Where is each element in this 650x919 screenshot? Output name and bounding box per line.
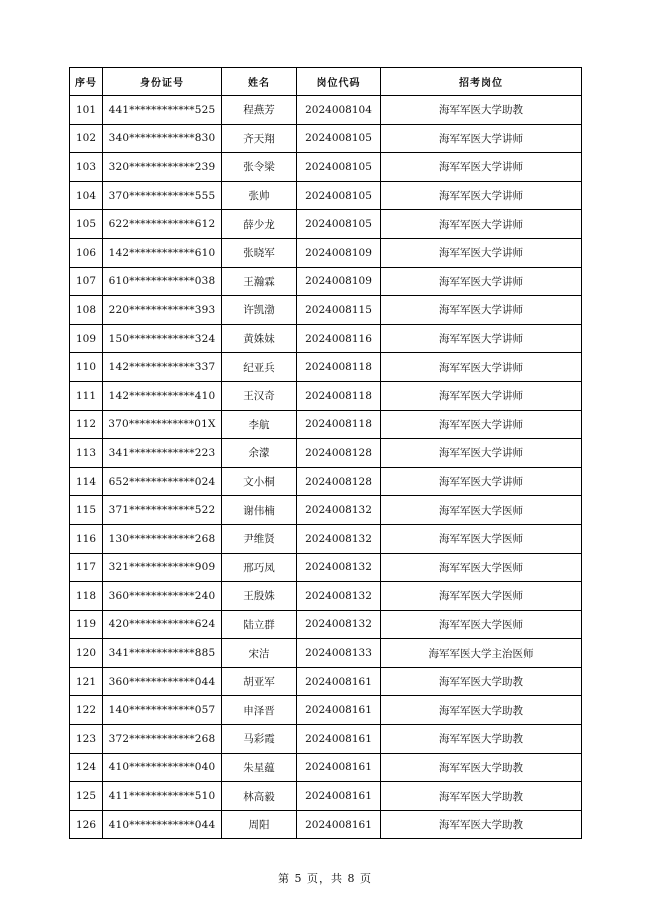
row-name: 尹维贤: [222, 524, 297, 553]
row-id-card: 411************510: [103, 782, 222, 811]
row-id-card: 371************522: [103, 496, 222, 525]
header-seq: 序号: [70, 68, 103, 96]
row-name: 胡亚军: [222, 667, 297, 696]
row-name: 马彩霞: [222, 725, 297, 754]
row-post-code: 2024008161: [297, 696, 381, 725]
row-post-code: 2024008105: [297, 124, 381, 153]
row-post-code: 2024008161: [297, 810, 381, 839]
table-row: [70, 639, 582, 668]
row-post-code: 2024008132: [297, 553, 381, 582]
row-post-code: 2024008128: [297, 467, 381, 496]
row-name: 林高毅: [222, 782, 297, 811]
row-seq: 123: [70, 725, 103, 754]
header-post-code: 岗位代码: [297, 68, 381, 96]
row-name: 邢巧凤: [222, 553, 297, 582]
row-post: 海军军医大学助教: [381, 96, 582, 125]
row-post-code: 2024008118: [297, 353, 381, 382]
row-post: 海军军医大学医师: [381, 582, 582, 611]
row-id-card: 652************024: [103, 467, 222, 496]
row-id-card: 370************555: [103, 181, 222, 210]
row-name: 谢伟楠: [222, 496, 297, 525]
row-post: 海军军医大学讲师: [381, 267, 582, 296]
row-post: 海军军医大学讲师: [381, 410, 582, 439]
row-id-card: 360************044: [103, 667, 222, 696]
row-id-card: 610************038: [103, 267, 222, 296]
row-post: 海军军医大学助教: [381, 667, 582, 696]
row-post: 海军军医大学助教: [381, 725, 582, 754]
row-post: 海军军医大学讲师: [381, 296, 582, 325]
row-post-code: 2024008161: [297, 667, 381, 696]
roster-table: [69, 67, 582, 839]
row-name: 王汉奇: [222, 381, 297, 410]
row-seq: 102: [70, 124, 103, 153]
row-post-code: 2024008132: [297, 496, 381, 525]
row-seq: 103: [70, 153, 103, 182]
table-row: [70, 296, 582, 325]
table-row: [70, 582, 582, 611]
table-row: [70, 96, 582, 125]
row-post: 海军军医大学助教: [381, 782, 582, 811]
row-id-card: 130************268: [103, 524, 222, 553]
row-seq: 108: [70, 296, 103, 325]
row-seq: 107: [70, 267, 103, 296]
row-post: 海军军医大学助教: [381, 696, 582, 725]
row-post-code: 2024008105: [297, 153, 381, 182]
row-seq: 110: [70, 353, 103, 382]
row-post-code: 2024008132: [297, 582, 381, 611]
row-post: 海军军医大学讲师: [381, 124, 582, 153]
row-post-code: 2024008128: [297, 439, 381, 468]
row-id-card: 320************239: [103, 153, 222, 182]
row-seq: 115: [70, 496, 103, 525]
row-post: 海军军医大学讲师: [381, 324, 582, 353]
header-id-card: 身份证号: [103, 68, 222, 96]
row-id-card: 341************223: [103, 439, 222, 468]
row-post-code: 2024008109: [297, 238, 381, 267]
row-id-card: 321************909: [103, 553, 222, 582]
table-row: [70, 324, 582, 353]
row-post: 海军军医大学讲师: [381, 353, 582, 382]
row-seq: 120: [70, 639, 103, 668]
row-id-card: 142************610: [103, 238, 222, 267]
row-post-code: 2024008116: [297, 324, 381, 353]
row-id-card: 220************393: [103, 296, 222, 325]
row-post: 海军军医大学讲师: [381, 153, 582, 182]
row-name: 纪亚兵: [222, 353, 297, 382]
row-post: 海军军医大学医师: [381, 610, 582, 639]
row-id-card: 360************240: [103, 582, 222, 611]
table-row: [70, 610, 582, 639]
table-row: [70, 810, 582, 839]
row-id-card: 150************324: [103, 324, 222, 353]
row-seq: 111: [70, 381, 103, 410]
row-name: 薛少龙: [222, 210, 297, 239]
row-id-card: 340************830: [103, 124, 222, 153]
row-id-card: 142************410: [103, 381, 222, 410]
row-post-code: 2024008161: [297, 725, 381, 754]
row-post-code: 2024008133: [297, 639, 381, 668]
table-row: [70, 124, 582, 153]
header-post: 招考岗位: [381, 68, 582, 96]
row-id-card: 370************01X: [103, 410, 222, 439]
row-post: 海军军医大学讲师: [381, 467, 582, 496]
table-row: [70, 696, 582, 725]
row-post-code: 2024008161: [297, 753, 381, 782]
table-row: [70, 496, 582, 525]
table-row: [70, 238, 582, 267]
row-seq: 113: [70, 439, 103, 468]
row-name: 李航: [222, 410, 297, 439]
row-seq: 116: [70, 524, 103, 553]
row-seq: 119: [70, 610, 103, 639]
row-id-card: 142************337: [103, 353, 222, 382]
row-post: 海军军医大学讲师: [381, 210, 582, 239]
row-post: 海军军医大学医师: [381, 496, 582, 525]
table-row: [70, 410, 582, 439]
row-seq: 121: [70, 667, 103, 696]
row-post-code: 2024008105: [297, 210, 381, 239]
table-row: [70, 524, 582, 553]
table-row: [70, 753, 582, 782]
row-name: 张帅: [222, 181, 297, 210]
row-post-code: 2024008161: [297, 782, 381, 811]
row-id-card: 410************044: [103, 810, 222, 839]
row-id-card: 441************525: [103, 96, 222, 125]
row-seq: 118: [70, 582, 103, 611]
row-name: 王瀚霖: [222, 267, 297, 296]
table-row: [70, 467, 582, 496]
row-seq: 126: [70, 810, 103, 839]
table-row: [70, 439, 582, 468]
row-name: 张令梁: [222, 153, 297, 182]
row-name: 王殷姝: [222, 582, 297, 611]
table-row: [70, 381, 582, 410]
table-row: [70, 782, 582, 811]
table-row: [70, 725, 582, 754]
row-name: 周阳: [222, 810, 297, 839]
row-post-code: 2024008105: [297, 181, 381, 210]
header-row: [70, 68, 582, 96]
row-id-card: 410************040: [103, 753, 222, 782]
row-seq: 106: [70, 238, 103, 267]
header-name: 姓名: [222, 68, 297, 96]
row-name: 许凯渤: [222, 296, 297, 325]
table-body: [70, 96, 582, 839]
row-id-card: 140************057: [103, 696, 222, 725]
table-row: [70, 667, 582, 696]
row-id-card: 622************612: [103, 210, 222, 239]
row-name: 宋洁: [222, 639, 297, 668]
row-name: 朱星蕴: [222, 753, 297, 782]
row-seq: 124: [70, 753, 103, 782]
row-post-code: 2024008132: [297, 610, 381, 639]
row-post-code: 2024008118: [297, 381, 381, 410]
row-name: 文小桐: [222, 467, 297, 496]
row-post-code: 2024008109: [297, 267, 381, 296]
table-row: [70, 210, 582, 239]
row-seq: 104: [70, 181, 103, 210]
row-post: 海军军医大学医师: [381, 524, 582, 553]
row-post-code: 2024008104: [297, 96, 381, 125]
table-row: [70, 553, 582, 582]
row-name: 陆立群: [222, 610, 297, 639]
row-post: 海军军医大学讲师: [381, 381, 582, 410]
row-seq: 125: [70, 782, 103, 811]
row-name: 张晓军: [222, 238, 297, 267]
row-post-code: 2024008115: [297, 296, 381, 325]
row-post: 海军军医大学主治医师: [381, 639, 582, 668]
row-seq: 101: [70, 96, 103, 125]
table-row: [70, 153, 582, 182]
row-seq: 117: [70, 553, 103, 582]
row-post: 海军军医大学助教: [381, 810, 582, 839]
table-row: [70, 181, 582, 210]
row-post-code: 2024008118: [297, 410, 381, 439]
row-seq: 105: [70, 210, 103, 239]
row-post: 海军军医大学讲师: [381, 238, 582, 267]
row-post: 海军军医大学讲师: [381, 439, 582, 468]
row-name: 余濛: [222, 439, 297, 468]
row-seq: 122: [70, 696, 103, 725]
row-seq: 109: [70, 324, 103, 353]
row-id-card: 420************624: [103, 610, 222, 639]
row-post: 海军军医大学医师: [381, 553, 582, 582]
row-post: 海军军医大学助教: [381, 753, 582, 782]
table-header: [70, 68, 582, 96]
table-row: [70, 267, 582, 296]
table-row: [70, 353, 582, 382]
row-name: 程燕芳: [222, 96, 297, 125]
row-post: 海军军医大学讲师: [381, 181, 582, 210]
row-name: 齐天翔: [222, 124, 297, 153]
row-name: 申泽晋: [222, 696, 297, 725]
row-seq: 114: [70, 467, 103, 496]
row-id-card: 372************268: [103, 725, 222, 754]
row-id-card: 341************885: [103, 639, 222, 668]
row-name: 黄姝妹: [222, 324, 297, 353]
row-seq: 112: [70, 410, 103, 439]
row-post-code: 2024008132: [297, 524, 381, 553]
page-number: 第 5 页，共 8 页: [278, 872, 372, 885]
